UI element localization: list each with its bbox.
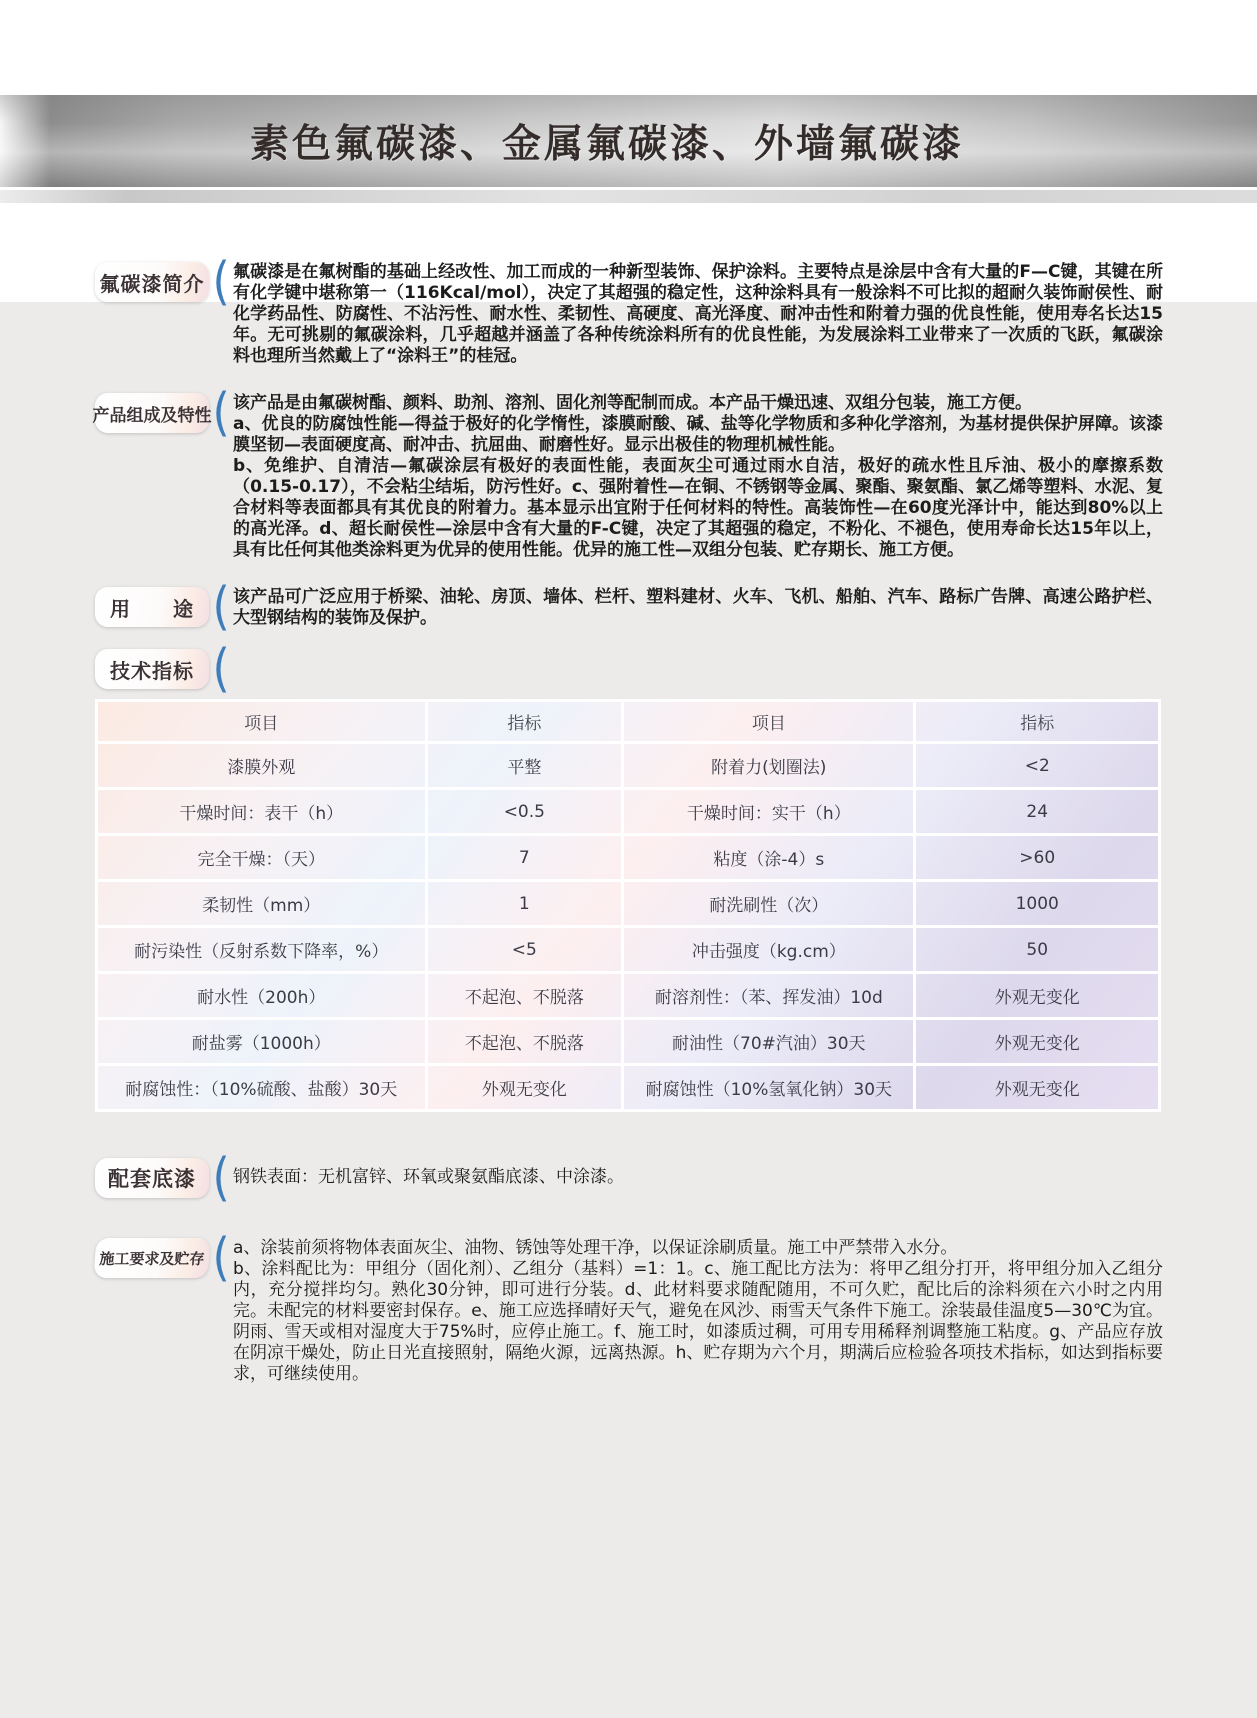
table-cell: 外观无变化 — [915, 1019, 1160, 1065]
paragraph: 钢铁表面：无机富锌、环氧或聚氨酯底漆、中涂漆。 — [233, 1167, 624, 1187]
table-cell: 漆膜外观 — [97, 743, 427, 789]
paragraph: a、优良的防腐蚀性能—得益于极好的化学惰性，漆膜耐酸、碱、盐等化学物质和多种化学溶剂，为基材提供保护屏障。该漆膜坚韧—表面硬度高、耐冲击、抗屈曲、耐磨性好。显示出极佳的物理机械性能。 — [233, 414, 1163, 455]
section-specs-label — [95, 639, 233, 699]
table-cell: 耐腐蚀性（10%氢氧化钠）30天 — [623, 1065, 915, 1111]
section-composition-label — [92, 383, 233, 443]
section-construction-body — [233, 1238, 1163, 1385]
table-cell: 冲击强度（kg.cm） — [623, 927, 915, 973]
table-header-cell: 指标 — [915, 701, 1160, 743]
section-label-text: 技术指标 — [110, 658, 194, 683]
section-construction — [95, 1228, 1165, 1385]
page-title: 素色氟碳漆、金属氟碳漆、外墙氟碳漆 — [250, 122, 965, 167]
table-cell: 外观无变化 — [915, 1065, 1160, 1111]
section-label-pill — [92, 393, 212, 433]
table-row — [97, 973, 1160, 1019]
table-cell: 外观无变化 — [426, 1065, 623, 1111]
table-row — [97, 881, 1160, 927]
section-primer-label — [95, 1148, 233, 1208]
table-cell: <5 — [426, 927, 623, 973]
table-cell: 50 — [915, 927, 1160, 973]
table-cell: 附着力(划圈法) — [623, 743, 915, 789]
section-construction-label — [95, 1228, 233, 1288]
section-label-pill — [95, 649, 209, 689]
open-paren-icon: ( — [212, 252, 230, 312]
section-primer-body — [233, 1158, 1163, 1188]
table-header-row — [97, 701, 1160, 743]
table-cell: 完全干燥：（天） — [97, 835, 427, 881]
table-cell: 7 — [426, 835, 623, 881]
top-banner — [0, 95, 1257, 187]
section-label-text: 用 途 — [110, 596, 194, 621]
open-paren-icon: ( — [212, 639, 230, 699]
section-label-text: 产品组成及特性 — [92, 405, 212, 426]
section-primer — [95, 1148, 1165, 1208]
table-row — [97, 1019, 1160, 1065]
table-row — [97, 789, 1160, 835]
open-paren-icon: ( — [212, 383, 230, 443]
table-cell: 24 — [915, 789, 1160, 835]
section-label-text: 施工要求及贮存 — [98, 1249, 206, 1268]
table-cell: 耐水性（200h） — [97, 973, 427, 1019]
section-composition — [92, 383, 1165, 561]
table-row — [97, 927, 1160, 973]
table-cell: 耐洗刷性（次） — [623, 881, 915, 927]
section-usage — [95, 577, 1165, 637]
table-cell: 1 — [426, 881, 623, 927]
section-usage-label — [95, 577, 233, 637]
table-cell: 外观无变化 — [915, 973, 1160, 1019]
section-specs — [95, 639, 1165, 699]
specs-table — [95, 699, 1161, 1112]
paragraph: b、免维护、自清洁—氟碳涂层有极好的表面性能，表面灰尘可通过雨水自洁，极好的疏水性且斥油、极小的摩擦系数（0.15-0.17），不会粘尘结垢，防污性好。c、强附着性—在铜、不锈钢等金属、聚酯、聚氨酯、氯乙烯等塑料、水泥、复合材料等表面都具有其优良的附着力。基本显示出宜附于任何材料的特性。高装饰性—在60度光泽计中，能达到80%以上的高光泽。d、超长耐侯性—涂层中含有大量的F-C键，决定了其超强的稳定，不粉化、不褪色，使用寿命长达15年以上，具有比任何其他类涂料更为优异的使用性能。优异的施工性—双组分包装、贮存期长、施工方便。 — [233, 456, 1163, 560]
table-cell: 干燥时间：表干（h） — [97, 789, 427, 835]
open-paren-icon: ( — [212, 1148, 230, 1208]
specs-table-wrap — [95, 699, 1161, 1112]
paragraph: 该产品可广泛应用于桥梁、油轮、房顶、墙体、栏杆、塑料建材、火车、飞机、船舶、汽车、路标广告牌、高速公路护栏、大型钢结构的装饰及保护。 — [233, 587, 1163, 628]
section-intro — [95, 252, 1165, 367]
table-row — [97, 1065, 1160, 1111]
table-header-cell: 指标 — [426, 701, 623, 743]
table-cell: 不起泡、不脱落 — [426, 1019, 623, 1065]
paragraph: b、涂料配比为：甲组分（固化剂）、乙组分（基料）=1：1。c、施工配比方法为：将甲乙组分打开，将甲组分加入乙组分内，充分搅拌均匀。熟化30分钟，即可进行分装。d、此材料要求随配随用，不可久贮，配比后的涂料须在六小时之内用完。未配完的材料要密封保存。e、施工应选择晴好天气，避免在风沙、雨雪天气条件下施工。涂装最佳温度5—30℃为宜。阴雨、雪天或相对湿度大于75%时，应停止施工。f、施工时，如漆质过稠，可用专用稀释剂调整施工粘度。g、产品应存放在阴凉干燥处，防止日光直接照射，隔绝火源，远离热源。h、贮存期为六个月，期满后应检验各项技术指标，如达到指标要求，可继续使用。 — [233, 1259, 1163, 1384]
section-label-text: 氟碳漆简介 — [99, 271, 205, 296]
section-label-text: 配套底漆 — [108, 1167, 196, 1191]
section-label-pill — [95, 587, 209, 627]
section-label-pill — [95, 262, 209, 302]
section-usage-body — [233, 587, 1163, 629]
table-header-cell: 项目 — [97, 701, 427, 743]
table-row — [97, 743, 1160, 789]
table-cell: 耐溶剂性：（苯、挥发油）10d — [623, 973, 915, 1019]
table-cell: 耐污染性（反射系数下降率，%） — [97, 927, 427, 973]
table-cell: <2 — [915, 743, 1160, 789]
table-cell: 粘度（涂-4）s — [623, 835, 915, 881]
section-intro-body — [233, 262, 1163, 367]
document-content — [0, 252, 1257, 1385]
section-intro-label — [95, 252, 233, 312]
paragraph: 该产品是由氟碳树酯、颜料、助剂、溶剂、固化剂等配制而成。本产品干燥迅速、双组分包装，施工方便。 — [233, 393, 1032, 413]
table-header-cell: 项目 — [623, 701, 915, 743]
table-cell: 1000 — [915, 881, 1160, 927]
open-paren-icon: ( — [212, 577, 230, 637]
table-cell: 耐腐蚀性：（10%硫酸、盐酸）30天 — [97, 1065, 427, 1111]
banner-bottom-strip — [0, 190, 1257, 203]
table-row — [97, 835, 1160, 881]
section-label-pill — [94, 1238, 211, 1278]
table-cell: 不起泡、不脱落 — [426, 973, 623, 1019]
table-cell: <0.5 — [426, 789, 623, 835]
table-cell: 干燥时间：实干（h） — [623, 789, 915, 835]
section-composition-body — [233, 393, 1163, 561]
table-cell: 耐盐雾（1000h） — [97, 1019, 427, 1065]
table-cell: 柔韧性（mm） — [97, 881, 427, 927]
paragraph: 氟碳漆是在氟树酯的基础上经改性、加工而成的一种新型装饰、保护涂料。主要特点是涂层中含有大量的F—C键，其键在所有化学键中堪称第一（116Kcal/mol），决定了其超强的稳定性，这种涂料具有一般涂料不可比拟的超耐久装饰耐侯性、耐化学药品性、防腐性、不沾污性、耐水性、柔韧性、高硬度、高光泽度、耐冲击性和附着力强的优良性能，使用寿名长达15年。无可挑剔的氟碳涂料，几乎超越并涵盖了各种传统涂料所有的优良性能，为发展涂料工业带来了一次质的飞跃，氟碳涂料也理所当然戴上了“涂料王”的桂冠。 — [233, 262, 1163, 366]
table-cell: 平整 — [426, 743, 623, 789]
section-label-pill — [95, 1158, 209, 1198]
table-cell: 耐油性（70#汽油）30天 — [623, 1019, 915, 1065]
paragraph: a、涂装前须将物体表面灰尘、油物、锈蚀等处理干净，以保证涂刷质量。施工中严禁带入水分。 — [233, 1238, 958, 1258]
table-cell: >60 — [915, 835, 1160, 881]
open-paren-icon: ( — [212, 1228, 230, 1288]
